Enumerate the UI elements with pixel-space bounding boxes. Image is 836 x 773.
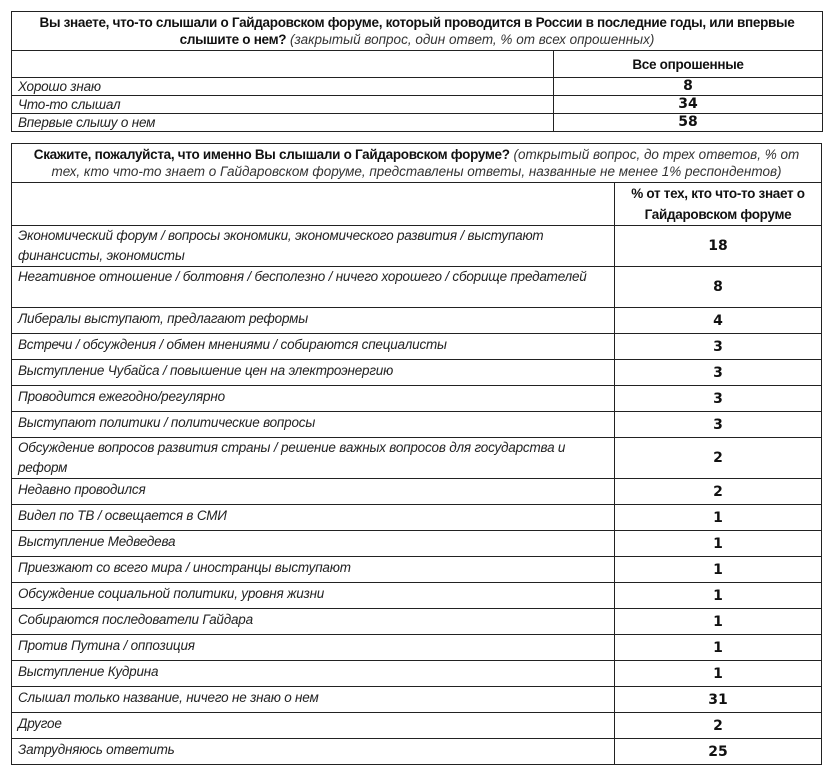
table-row [12, 505, 822, 531]
answer-value: 8 [554, 78, 823, 96]
answer-label: Встречи / обсуждения / обмен мнениями / собираются специалисты [12, 334, 615, 360]
table-row [12, 438, 822, 479]
answer-value: 3 [615, 412, 822, 438]
answer-value: 25 [615, 739, 822, 765]
empty-header-cell [12, 183, 615, 226]
column-header: Все опрошенные [554, 51, 823, 78]
answer-label: Видел по ТВ / освещается в СМИ [12, 505, 615, 531]
table-row [12, 412, 822, 438]
answer-label: Негативное отношение / болтовня / бесполезно / ничего хорошего / сборище предателей [12, 267, 615, 308]
table-row [12, 386, 822, 412]
question-title [12, 12, 823, 51]
answer-label: Против Путина / оппозиция [12, 635, 615, 661]
answer-value: 1 [615, 635, 822, 661]
answer-value: 1 [615, 661, 822, 687]
question-text: Скажите, пожалуйста, что именно Вы слышали о Гайдаровском форуме? [33, 147, 510, 162]
answer-value: 4 [615, 308, 822, 334]
answer-value: 1 [615, 505, 822, 531]
question-header-row [12, 12, 823, 51]
answer-label: Хорошо знаю [12, 78, 554, 96]
empty-header-cell [12, 51, 554, 78]
table-row [12, 557, 822, 583]
answer-value: 31 [615, 687, 822, 713]
table-row [12, 334, 822, 360]
answer-label: Выступление Медведева [12, 531, 615, 557]
answer-label: Слышал только название, ничего не знаю о нем [12, 687, 615, 713]
answer-label: Экономический форум / вопросы экономики, экономического развития / выступают финансисты, экономисты [12, 226, 615, 267]
table-row [12, 78, 823, 96]
table-row [12, 114, 823, 132]
question-note: (открытый вопрос, до трех ответов, % от тех, кто что-то знает о Гайдаровском форуме, представлены ответы, названные не менее 1% респондентов) [51, 147, 800, 179]
answer-label: Собираются последователи Гайдара [12, 609, 615, 635]
table-row [12, 687, 822, 713]
answer-value: 2 [615, 479, 822, 505]
answer-label: Обсуждение социальной политики, уровня жизни [12, 583, 615, 609]
answer-label: Затрудняюсь ответить [12, 739, 615, 765]
table-row [12, 713, 822, 739]
answer-value: 3 [615, 334, 822, 360]
table-row [12, 96, 823, 114]
table-row [12, 661, 822, 687]
answer-value: 8 [615, 267, 822, 308]
answer-label: Недавно проводился [12, 479, 615, 505]
awareness-table [11, 11, 823, 132]
question-text: Вы знаете, что-то слышали о Гайдаровском форуме, который проводится в России в последние годы, или впервые слышите о нем? [39, 15, 795, 47]
answer-value: 3 [615, 386, 822, 412]
question-note: (закрытый вопрос, один ответ, % от всех опрошенных) [289, 32, 655, 47]
table-row [12, 739, 822, 765]
table-row [12, 267, 822, 308]
column-header-row [12, 183, 822, 226]
answer-label: Выступление Чубайса / повышение цен на электроэнергию [12, 360, 615, 386]
answer-label: Выступают политики / политические вопросы [12, 412, 615, 438]
answer-label: Другое [12, 713, 615, 739]
answer-label: Либералы выступают, предлагают реформы [12, 308, 615, 334]
heard-about-table [11, 143, 822, 765]
table-row [12, 635, 822, 661]
answer-label: Выступление Кудрина [12, 661, 615, 687]
answer-value: 2 [615, 713, 822, 739]
column-header-row [12, 51, 823, 78]
table-row [12, 360, 822, 386]
answer-value: 58 [554, 114, 823, 132]
table-row [12, 531, 822, 557]
answer-value: 1 [615, 609, 822, 635]
answer-value: 1 [615, 557, 822, 583]
answer-value: 34 [554, 96, 823, 114]
table-row [12, 583, 822, 609]
table-row [12, 609, 822, 635]
answer-label: Обсуждение вопросов развития страны / решение важных вопросов для государства и реформ [12, 438, 615, 479]
answer-value: 2 [615, 438, 822, 479]
question-title [12, 144, 822, 183]
column-header: % от тех, кто что-то знает о Гайдаровском форуме [615, 183, 822, 226]
answer-value: 1 [615, 583, 822, 609]
answer-value: 1 [615, 531, 822, 557]
answer-label: Что-то слышал [12, 96, 554, 114]
answer-value: 3 [615, 360, 822, 386]
table-row [12, 479, 822, 505]
answer-label: Приезжают со всего мира / иностранцы выступают [12, 557, 615, 583]
answer-label: Впервые слышу о нем [12, 114, 554, 132]
answer-value: 18 [615, 226, 822, 267]
answer-label: Проводится ежегодно/регулярно [12, 386, 615, 412]
question-header-row [12, 144, 822, 183]
table-row [12, 226, 822, 267]
table-row [12, 308, 822, 334]
